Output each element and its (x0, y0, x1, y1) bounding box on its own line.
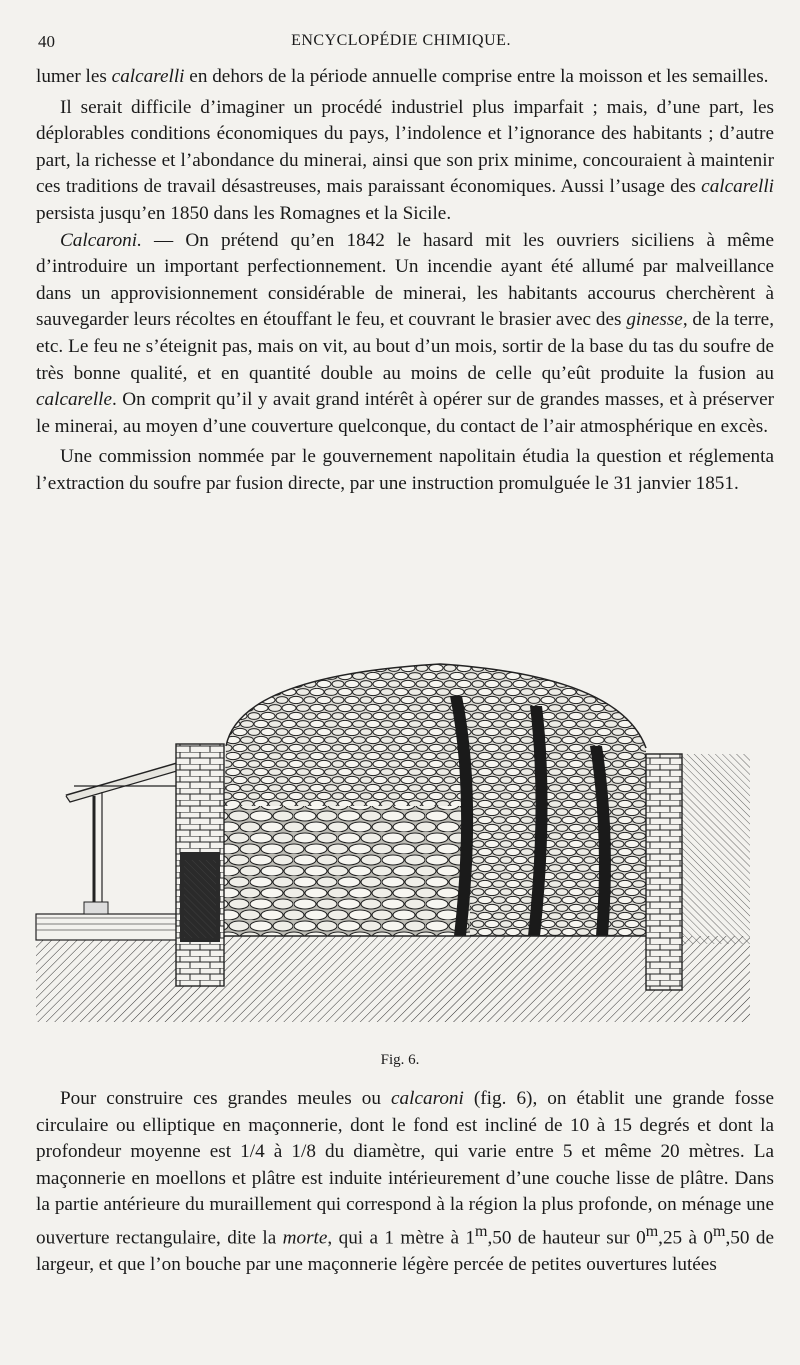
paragraph: Il serait difficile d’imaginer un procédé industriel plus imparfait ; mais, d’une part, les déplorables conditions économiques du pays, l’indolence et l’ignorance des habitants ; d’autre part, la richesse et l’abondance du minerai, ainsi que son prix minime, concouraient à maintenir ces traditions de travail désastreuses, mais paraissant économiques. Aussi l’usage des calcarelli persista jusqu’en 1850 dans les Romagnes et la Sicile. (36, 96, 774, 224)
running-title: ENCYCLOPÉDIE CHIMIQUE. (291, 32, 511, 49)
calcarone-engraving (30, 656, 770, 1036)
ground-hatching (36, 936, 750, 1022)
paragraph: Pour construire ces grandes meules ou calcaroni (fig. 6), on établit une grande fosse circulaire ou elliptique en maçonnerie, dont le fond est incliné de 10 à 15 degrés et dont la profondeur moyenne est 1/4 à 1/8 du diamètre, qui varie entre 5 et même 20 mètres. La maçonnerie en moellons et plâtre est induite intérieurement d’une couche lisse de plâtre. Dans la partie antérieure du muraillement qui correspond à la région la plus profonde, on ménage une ouverture rectangulaire, dite la morte, qui a 1 mètre à 1$^m$,50 de hauteur sur 0$^m$,25 à 0$^m$,50 de largeur, et que l’on bouche par une maçonnerie légère percée de petites ouvertures lutées (36, 1088, 774, 1275)
right-brick-wall (646, 754, 682, 990)
figure-caption: Fig. 6. (380, 1052, 420, 1068)
page-header (36, 32, 766, 60)
right-earth-bank (678, 754, 750, 944)
paragraph: Une commission nommée par le gouvernement napolitain étudia la question et réglementa l’extraction du soufre par fusion directe, par une instruction promulguée le 31 janvier 1851. (36, 446, 774, 494)
section-heading: Calcaroni. (60, 229, 142, 251)
shed-structure (66, 760, 194, 914)
paragraph: lumer les calcarelli en dehors de la période annuelle comprise entre la moisson et les semailles. (36, 66, 769, 87)
page-number: 40 (38, 32, 55, 51)
body-text-top (36, 64, 774, 498)
body-text-bottom (36, 1086, 774, 1279)
paragraph: Calcaroni. — On prétend qu’en 1842 le hasard mit les ouvriers siciliens à même d’introduire un important perfectionnement. Un incendie ayant été allumé par malveillance dans un approvisionnement considérable de minerai, les habitants accourus cherchèrent à sauvegarder leurs récoltes en étouffant le feu, et couvrant le brasier avec des ginesse, de la terre, etc. Le feu ne s’éteignit pas, mais on vit, au bout d’un mois, sortir de la base du tas du soufre de très bonne qualité, et en quantité double au moins de celle qu’eût produite la fusion au calcarelle. On comprit qu’il y avait grand intérêt à opérer sur de grandes masses, et à préserver le minerai, au moyen d’une couverture quelconque, du contact de l’air atmosphérique en excès. (36, 229, 774, 437)
figure-illustration (30, 656, 770, 1036)
ore-dome (210, 656, 660, 946)
